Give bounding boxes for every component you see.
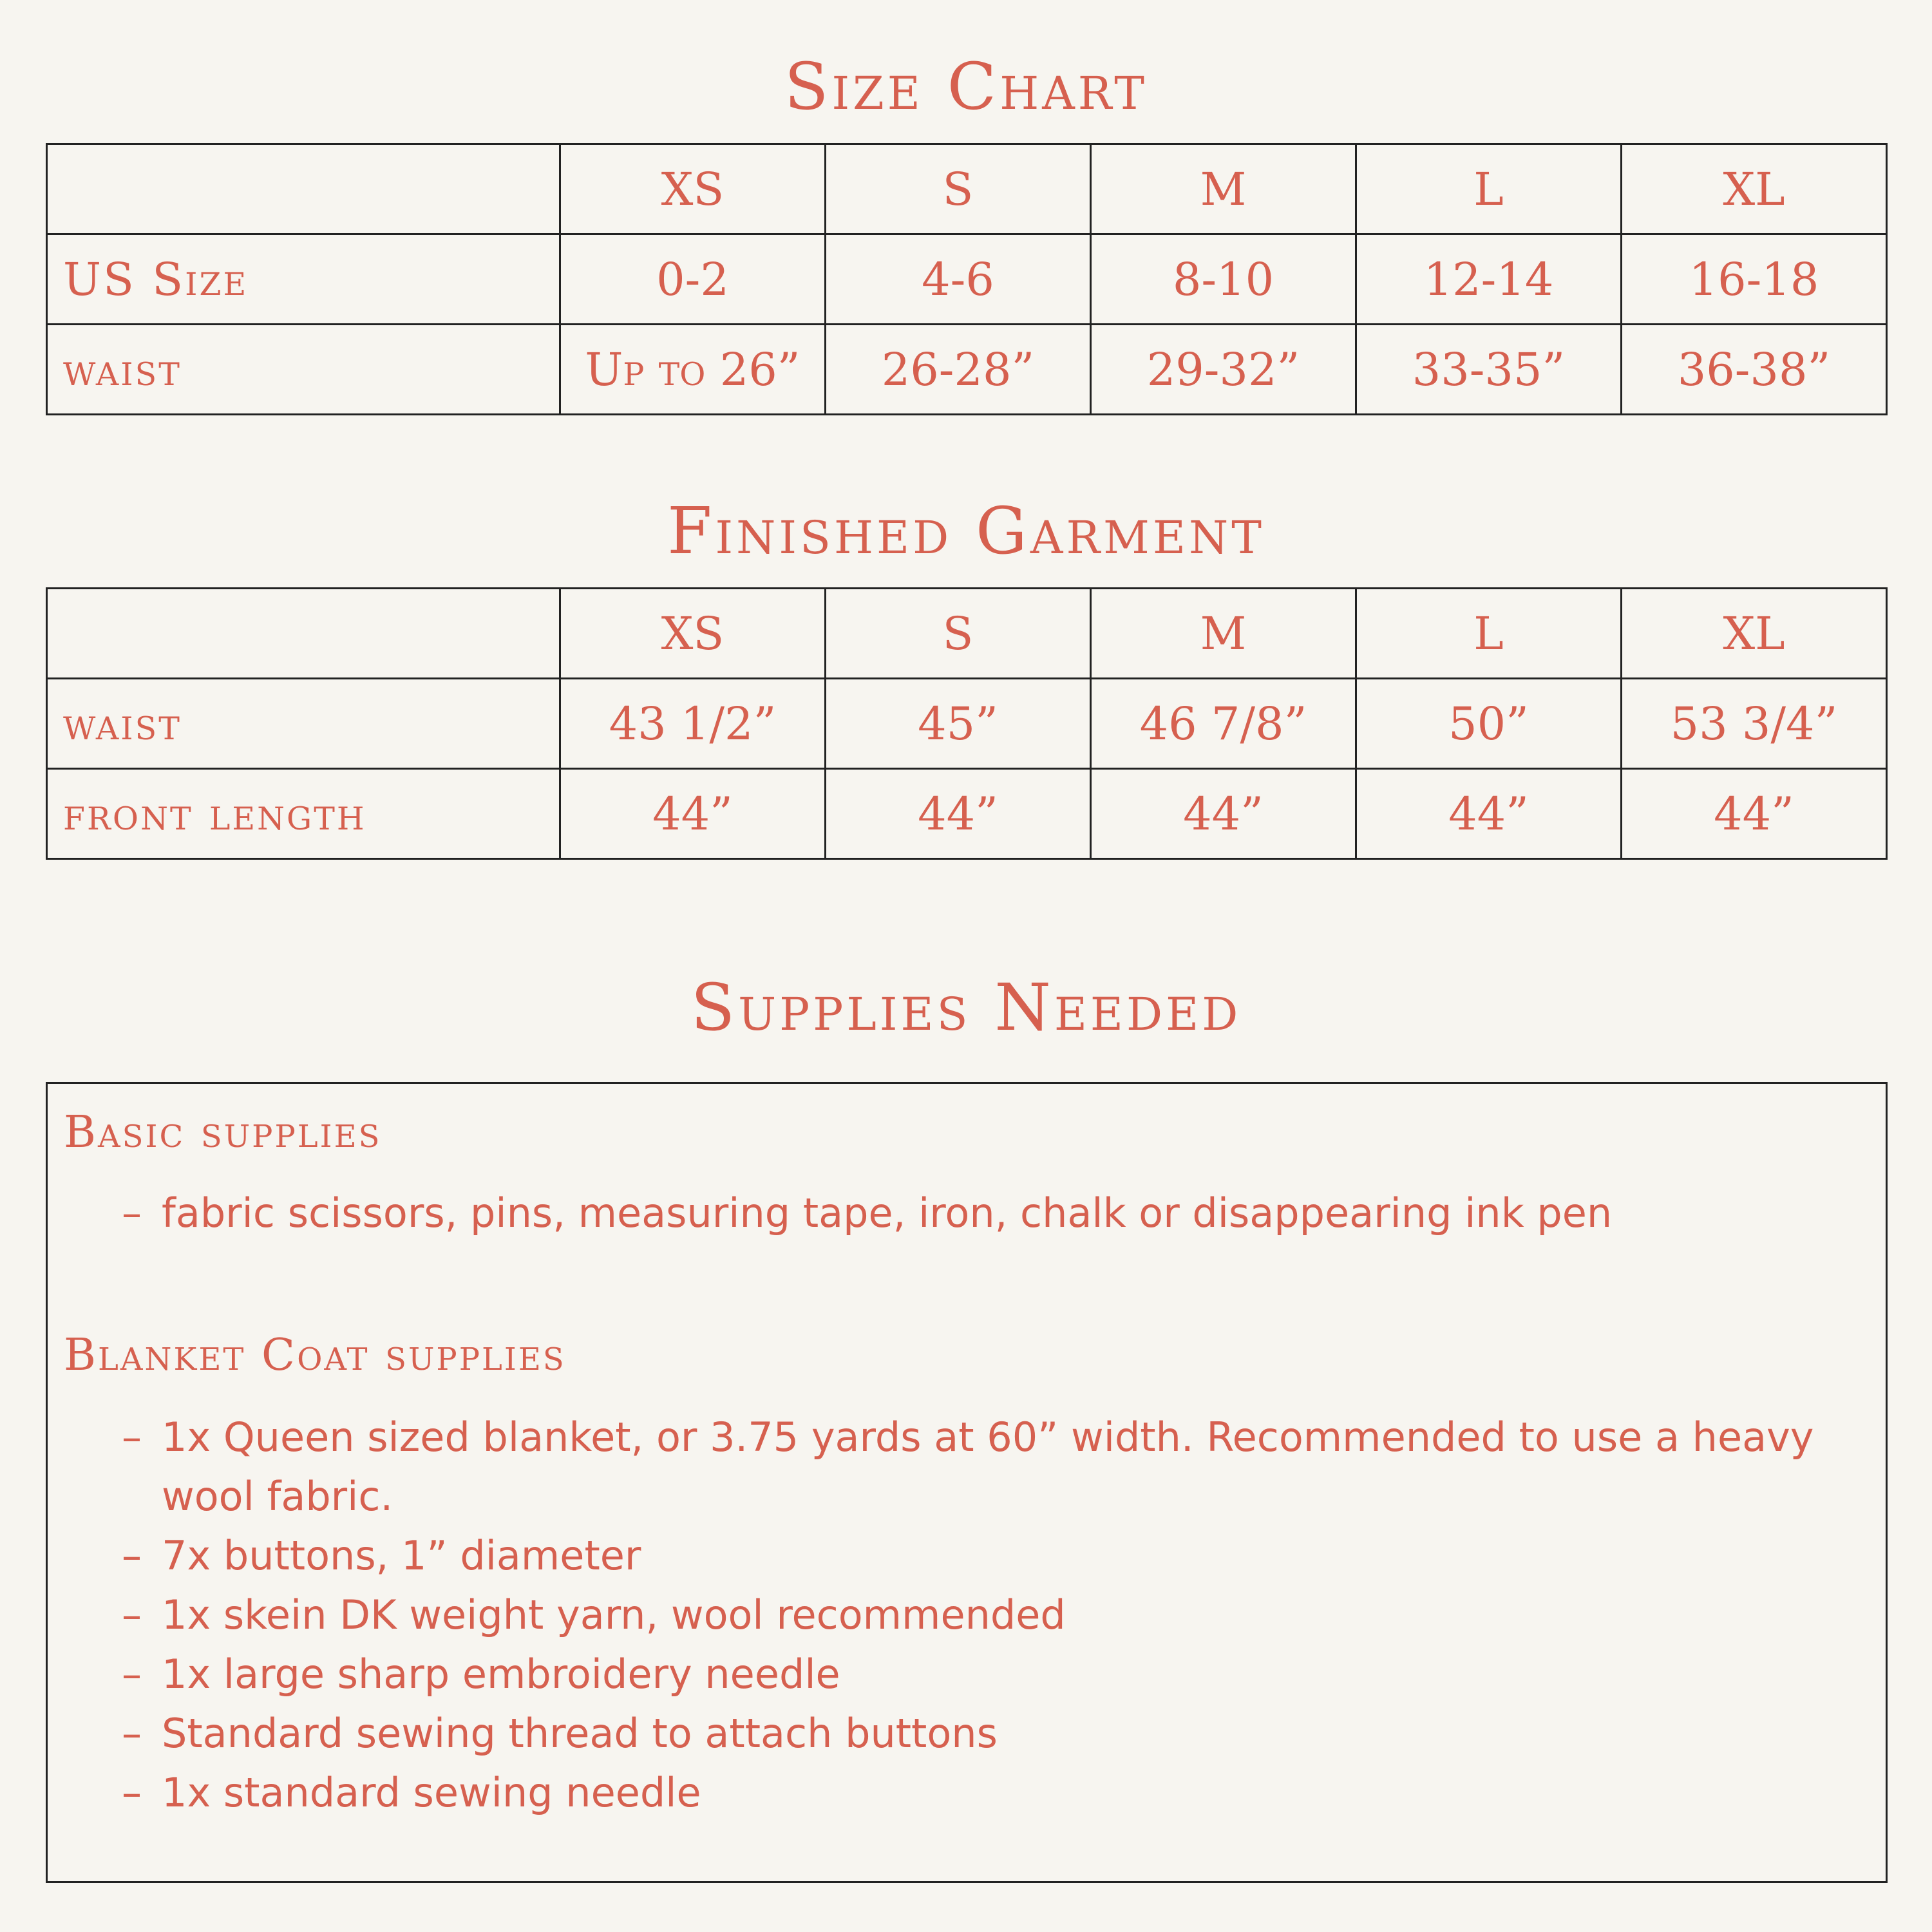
size-header-m: M [1091,589,1356,679]
list-item [122,1704,1836,1763]
dash-bullet: – [122,1710,142,1757]
dash-bullet: – [122,1532,142,1579]
table-row [47,234,1887,325]
supplies-title: Supplies Needed [690,970,1242,1045]
row-label-waist: waist [47,325,560,415]
size-header-xl: XL [1622,144,1887,234]
table-cell: 44” [560,769,826,859]
row-label-front-length: front length [47,769,560,859]
size-header-xl: XL [1622,589,1887,679]
table-cell: 44” [1091,769,1356,859]
table-cell: 53 3/4” [1622,679,1887,769]
list-item [122,1586,1836,1645]
blanket-coat-supplies-list [122,1408,1836,1823]
list-item-text: Standard sewing thread to attach buttons [162,1710,998,1757]
table-cell: 26-28” [826,325,1091,415]
size-header-m: M [1091,144,1356,234]
list-item-text: 1x skein DK weight yarn, wool recommended [162,1591,1066,1638]
table-cell: 45” [826,679,1091,769]
table-cell: 4-6 [826,234,1091,325]
table-cell: 33-35” [1356,325,1622,415]
size-chart-table [46,143,1888,415]
finished-garment-title: Finished Garment [667,493,1265,569]
blanket-coat-supplies-heading: Blanket Coat supplies [64,1330,566,1381]
list-item [122,1184,1836,1243]
table-cell: 44” [1356,769,1622,859]
dash-bullet: – [122,1769,142,1816]
row-label-waist: waist [47,679,560,769]
list-item [122,1645,1836,1704]
list-item-text: fabric scissors, pins, measuring tape, iron, chalk or disappearing ink pen [162,1189,1613,1236]
list-item [122,1526,1836,1586]
table-cell: Up to 26” [560,325,826,415]
table-cell: 8-10 [1091,234,1356,325]
finished-garment-table [46,587,1888,860]
table-cell: 46 7/8” [1091,679,1356,769]
dash-bullet: – [122,1591,142,1638]
table-cell: 50” [1356,679,1622,769]
dash-bullet: – [122,1414,142,1461]
table-corner-cell [47,589,560,679]
size-chart-title: Size Chart [784,49,1148,124]
table-cell: 0-2 [560,234,826,325]
table-corner-cell [47,144,560,234]
table-cell: 44” [1622,769,1887,859]
table-cell: 44” [826,769,1091,859]
table-cell: 29-32” [1091,325,1356,415]
list-item-text: 1x large sharp embroidery needle [162,1651,840,1698]
table-row [47,325,1887,415]
size-header-s: S [826,144,1091,234]
table-header-row [47,589,1887,679]
dash-bullet: – [122,1189,142,1236]
size-header-l: L [1356,589,1622,679]
size-header-xs: XS [560,144,826,234]
table-row [47,769,1887,859]
list-item [122,1408,1836,1526]
basic-supplies-list [122,1184,1836,1243]
list-item-text: 1x Queen sized blanket, or 3.75 yards at 60” width. Recommended to use a heavy wool fabric. [162,1414,1814,1520]
basic-supplies-heading: Basic supplies [64,1107,382,1158]
table-cell: 16-18 [1622,234,1887,325]
list-item [122,1763,1836,1823]
table-cell: 36-38” [1622,325,1887,415]
table-cell: 43 1/2” [560,679,826,769]
dash-bullet: – [122,1651,142,1698]
table-row [47,679,1887,769]
table-cell: 12-14 [1356,234,1622,325]
list-item-text: 1x standard sewing needle [162,1769,701,1816]
list-item-text: 7x buttons, 1” diameter [162,1532,641,1579]
row-label-us-size: US Size [47,234,560,325]
size-header-s: S [826,589,1091,679]
supplies-box [46,1082,1888,1883]
size-header-l: L [1356,144,1622,234]
size-header-xs: XS [560,589,826,679]
table-header-row [47,144,1887,234]
